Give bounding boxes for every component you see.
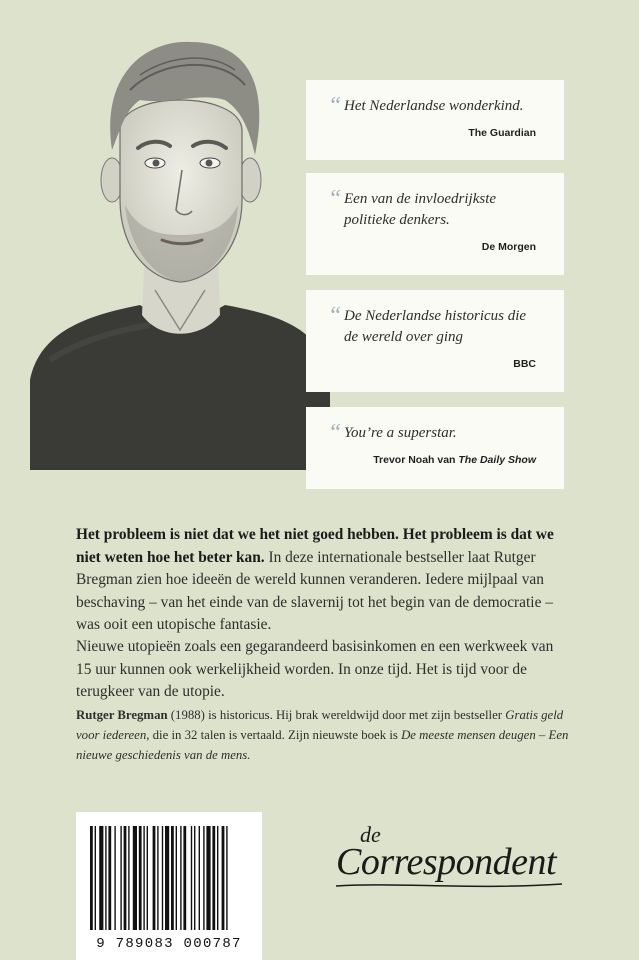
barcode-bar [124,826,127,930]
barcode-bar [147,826,148,930]
barcode-bar [212,826,215,930]
barcode-bar [226,826,227,930]
barcode-bar [95,826,96,930]
blurb-lead: Het probleem is niet dat we het niet goed hebben. Het probleem is dat we niet weten hoe het beter kan. [76,526,554,566]
barcode-bar [199,826,200,930]
barcode-bar [108,826,111,930]
barcode-bar [99,826,103,930]
quote-source-show: The Daily Show [458,454,536,466]
blurb-body: In deze internationale bestseller laat Rutger Bregman zien hoe ideeën de wereld kunnen veranderen. Iedere mijlpaal van beschaving – van het einde van de slavernij tot het begin van de democratie – was ooit een utopische fantasie. [76,548,553,633]
barcode [76,812,262,960]
book-title-1: Gratis geld voor iedereen [76,708,564,742]
barcode-bar [171,826,174,930]
quote-text: Een van de invloedrijkste politieke denkers. [344,191,497,228]
barcode-bar [105,826,106,930]
book-title-2: De meeste mensen deugen – Een nieuwe geschiedenis van de mens. [76,728,569,762]
barcode-bar [143,826,144,930]
barcode-bar [183,826,186,930]
barcode-bar [217,826,218,930]
quote-text: Het Nederlandse wonderkind. [344,98,524,114]
blurb-paragraph-2: Nieuwe utopieën zoals een gegarandeerd basisinkomen en een werkweek van 15 uur kunnen ook werkelijkheid worden. In onze tijd. Het is tijd voor de terugkeer van de utopie. [76,638,554,700]
barcode-bar [191,826,192,930]
quote-card-guardian [306,80,564,160]
author-name: Rutger Bregman [76,708,168,722]
publisher-logo [330,822,570,902]
barcode-bar [176,826,177,930]
blurb-paragraph-1 [76,524,570,637]
isbn-number: 9 789083 000787 [96,936,242,952]
barcode-bar [139,826,142,930]
barcode-bar [203,826,204,930]
barcode-bar [153,826,156,930]
barcode-bar [194,826,195,930]
author-portrait [30,30,330,470]
author-bio [76,705,570,765]
quote-text: You’re a superstar. [344,425,457,441]
barcode-bar [162,826,163,930]
quote-source: De Morgen [481,241,536,253]
barcode-bar [114,826,115,930]
barcode-bar [157,826,158,930]
quote-mark-icon: “ [328,303,342,329]
logo-prefix: de [360,822,381,847]
quote-text: De Nederlandse historicus die de wereld over ging [344,308,527,345]
barcode-bar [222,826,225,930]
logo-name: Correspondent [336,841,557,883]
bio-text-1: (1988) is historicus. Hij brak wereldwijd door met zijn bestseller [167,708,506,722]
barcode-bar [90,826,93,930]
quote-mark-icon: “ [328,93,342,119]
barcode-bar [120,826,121,930]
quote-card-bbc [306,290,564,392]
quote-mark-icon: “ [328,420,342,446]
barcode-bar [180,826,181,930]
barcode-bar [165,826,169,930]
quote-source: The Guardian [468,127,536,139]
quote-card-morgen [306,173,564,275]
quote-source [344,454,536,466]
barcode-bar [206,826,210,930]
quote-mark-icon: “ [328,186,342,212]
barcode-bar [133,826,137,930]
quote-source: BBC [513,358,536,370]
logo-underline [334,878,564,892]
quote-card-daily-show [306,407,564,489]
bio-text-2: , die in 32 talen is vertaald. Zijn nieuwste boek is [146,728,402,742]
quote-source-name: Trevor Noah van [373,454,459,466]
barcode-bar [128,826,129,930]
